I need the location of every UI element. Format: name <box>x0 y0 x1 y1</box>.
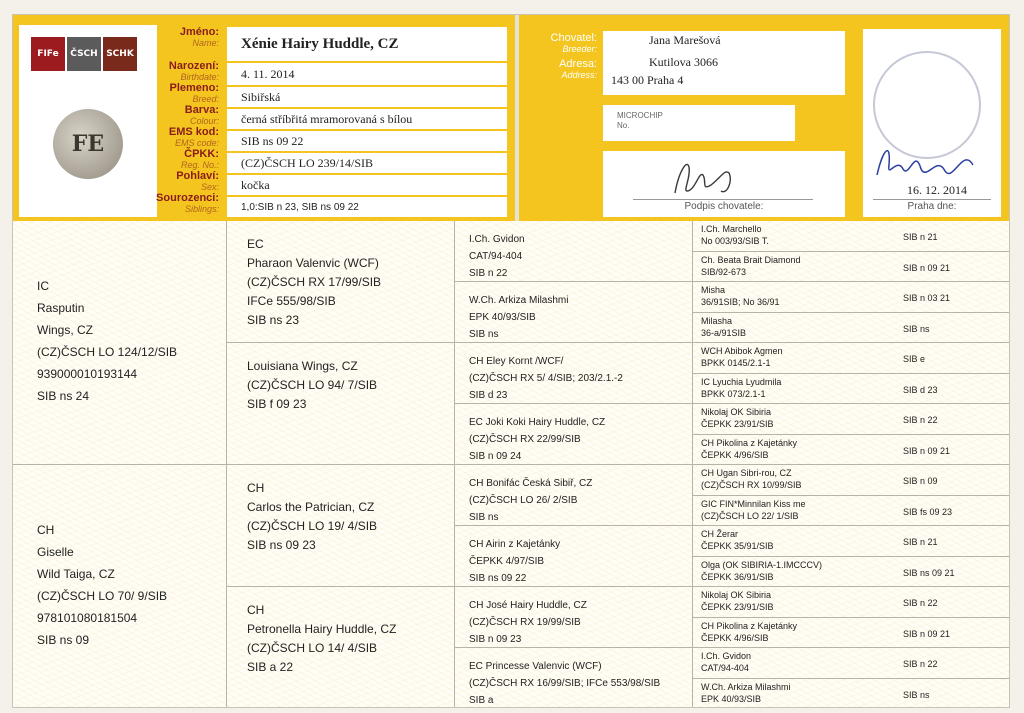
great-grandparent-cell-line: (CZ)ČSCH RX 22/99/SIB <box>469 434 581 445</box>
gen4-cell-line: EPK 40/93/SIB <box>701 693 762 704</box>
gen4-cell-line: ČEPKK 23/91/SIB <box>701 419 774 429</box>
gen4-cell-line: ČEPKK 4/96/SIB <box>701 449 769 460</box>
parent-cell-line: (CZ)ČSCH LO 70/ 9/SIB <box>37 589 168 603</box>
siblings-field: 1,0:SIB n 23, SIB ns 09 22 <box>227 197 507 217</box>
gen4-cell <box>693 343 1010 374</box>
breeder-label <box>517 33 597 55</box>
great-grandparent-cell-line: SIB d 23 <box>469 390 508 401</box>
gen4-cell-ems: SIB n 09 21 <box>903 628 951 639</box>
gen4-cell-line: 36-a/91SIB <box>701 327 747 338</box>
grandparent-cell-line: EC <box>247 237 264 251</box>
grandparent-cell-line: Louisiana Wings, CZ <box>247 359 358 373</box>
grandparent-cell-line: IFCe 555/98/SIB <box>247 294 336 308</box>
gen4-cell-ems: SIB ns <box>903 689 930 700</box>
pedigree-document <box>12 14 1010 708</box>
gen4-cell-line: (CZ)ČSCH LO 22/ 1/SIB <box>701 510 799 521</box>
great-grandparent-cell <box>455 404 693 465</box>
great-grandparent-cell-line: EC Joki Koki Hairy Huddle, CZ <box>469 417 606 428</box>
birthdate-field: 4. 11. 2014 <box>227 63 507 85</box>
gen4-cell-line: 36/91SIB; No 36/91 <box>701 297 780 307</box>
gen4-cell-line: Nikolaj OK Sibiria <box>701 590 772 600</box>
gen4-cell-line: ČEPKK 4/96/SIB <box>701 632 769 643</box>
gen4-cell-line: CH Pikolina z Kajetánky <box>701 620 798 631</box>
gen4-cell-ems: SIB d 23 <box>903 384 938 395</box>
sex-field: kočka <box>227 175 507 195</box>
embossed-seal: FE <box>53 109 123 179</box>
parent-cell-line: Wild Taiga, CZ <box>37 567 115 581</box>
gen4-cell <box>693 648 1010 679</box>
gen4-cell-line: I.Ch. Gvidon <box>701 651 752 661</box>
gen4-cell-line: Olga (OK SIBIRIA-1.IMCCCV) <box>701 559 823 570</box>
grandparent-cell-line: SIB ns 23 <box>247 313 300 327</box>
gen4-cell-line: CAT/94-404 <box>701 663 749 673</box>
grandparent-cell-line: SIB a 22 <box>247 660 294 674</box>
colour-label-en: Colour: <box>189 116 219 126</box>
breeder-signature-box <box>603 151 845 217</box>
siblings-label-cz: Sourozenci: <box>156 192 219 204</box>
gen4-cell-ems: SIB ns <box>903 323 930 334</box>
gen4-cell-line: Misha <box>701 285 726 295</box>
gen4-cell-ems: SIB ns 09 21 <box>903 567 955 578</box>
grandparent-cell-line: Petronella Hairy Huddle, CZ <box>247 622 397 636</box>
great-grandparent-cell-line: EC Princesse Valenvic (WCF) <box>469 661 602 672</box>
name-field: Xénie Hairy Huddle, CZ <box>227 27 507 61</box>
great-grandparent-cell-line: CH Airin z Kajetánky <box>469 539 561 550</box>
breeder-label-en: Breeder: <box>562 44 597 54</box>
parent-cell <box>13 221 227 465</box>
breeder-city: 143 00 Praha 4 <box>611 73 684 87</box>
gen4-cell <box>693 221 1010 252</box>
gen4-cell-line: WCH Abibok Agmen <box>701 346 783 356</box>
registry-stamp-box <box>863 29 1001 217</box>
siblings-label-en: Siblings: <box>184 204 219 214</box>
grandparent-cell <box>227 587 455 708</box>
gen4-cell-line: CH Ugan Sibri-rou, CZ <box>701 468 792 478</box>
reg-field: (CZ)ČSCH LO 239/14/SIB <box>227 153 507 173</box>
breed-label-en: Breed: <box>192 94 219 104</box>
great-grandparent-cell <box>455 526 693 587</box>
gen4-cell-line: I.Ch. Marchello <box>701 224 762 234</box>
siblings-label <box>139 193 219 215</box>
great-grandparent-cell-line: (CZ)ČSCH RX 5/ 4/SIB; 203/2.1.-2 <box>469 373 623 384</box>
microchip-label: MICROCHIP <box>617 111 663 120</box>
sex-label <box>139 171 219 193</box>
gen4-cell-ems: SIB n 22 <box>903 598 938 608</box>
reg-label-en: Reg. No.: <box>180 160 219 170</box>
name-label <box>139 27 219 49</box>
gen4-cell <box>693 404 1010 435</box>
grandparent-cell <box>227 343 455 465</box>
sex-label-cz: Pohlaví: <box>176 170 219 182</box>
colour-label-cz: Barva: <box>184 104 219 116</box>
reg-label-cz: ČPKK: <box>184 148 219 160</box>
breeder-signature <box>603 151 845 201</box>
great-grandparent-cell-line: I.Ch. Gvidon <box>469 234 525 245</box>
gen4-cell-line: ČEPKK 23/91/SIB <box>701 602 774 612</box>
signature-line <box>633 199 813 200</box>
stamp-date: 16. 12. 2014 <box>907 183 967 197</box>
parent-cell-line: SIB ns 24 <box>37 389 90 403</box>
name-label-en: Name: <box>192 38 219 48</box>
date-line <box>873 199 991 200</box>
signature-label: Podpis chovatele: <box>684 201 764 212</box>
gen4-cell-line: Ch. Beata Brait Diamond <box>701 254 801 265</box>
birthdate-label-cz: Narození: <box>168 60 219 72</box>
great-grandparent-cell-line: EPK 40/93/SIB <box>469 312 536 323</box>
parent-cell-line: (CZ)ČSCH LO 124/12/SIB <box>37 345 178 359</box>
great-grandparent-cell-line: CH Eley Kornt /WCF/ <box>469 356 564 367</box>
address-label-cz: Adresa: <box>559 58 597 70</box>
gen4-cell <box>693 252 1010 283</box>
gen4-cell-ems: SIB n 22 <box>903 659 938 669</box>
gen4-cell-ems: SIB n 09 21 <box>903 445 951 456</box>
gen4-cell-line: W.Ch. Arkiza Milashmi <box>701 681 791 692</box>
gen4-cell-line: CH Pikolina z Kajetánky <box>701 437 798 448</box>
gen4-cell-line: (CZ)ČSCH RX 10/99/SIB <box>701 480 802 490</box>
gen4-cell-line: No 003/93/SIB T. <box>701 236 769 246</box>
csch-logo: ČSCH <box>67 37 101 71</box>
great-grandparent-cell <box>455 465 693 526</box>
gen4-cell-ems: SIB n 22 <box>903 415 938 425</box>
gen4-cell-ems: SIB n 09 21 <box>903 262 951 273</box>
sex-label-en: Sex: <box>200 182 219 192</box>
grandparent-cell-line: (CZ)ČSCH LO 94/ 7/SIB <box>247 378 378 392</box>
logo-panel <box>19 25 157 217</box>
parent-cell-line: CH <box>37 523 55 537</box>
gen4-cell-ems: SIB n 09 <box>903 476 938 486</box>
breeder-box <box>603 31 845 95</box>
parent-cell-line: Wings, CZ <box>37 323 94 337</box>
gen4-cell-line: GIC FIN*Minnilan Kiss me <box>701 498 806 509</box>
great-grandparent-cell-line: CH José Hairy Huddle, CZ <box>469 600 587 611</box>
parent-cell-line: 978101080181504 <box>37 611 138 625</box>
grandparent-cell-line: (CZ)ČSCH LO 14/ 4/SIB <box>247 641 378 655</box>
great-grandparent-cell-line: SIB ns <box>469 329 499 340</box>
grandparent-cell-line: Pharaon Valenvic (WCF) <box>247 256 379 270</box>
parent-cell-line: Rasputin <box>37 301 85 315</box>
schk-logo: SCHK <box>103 37 137 71</box>
gen4-cell-line: ČEPKK 35/91/SIB <box>701 541 774 551</box>
grandparent-cell-line: CH <box>247 603 265 617</box>
ems-label <box>139 127 219 149</box>
breed-field: Sibiřská <box>227 87 507 107</box>
great-grandparent-cell-line: SIB n 09 23 <box>469 634 522 645</box>
gen4-cell <box>693 435 1010 466</box>
grandparent-cell-line: Carlos the Patrician, CZ <box>247 500 375 514</box>
parent-cell-line: IC <box>37 279 49 293</box>
great-grandparent-cell-line: SIB ns 09 22 <box>469 573 527 584</box>
address-label-en: Address: <box>561 70 597 80</box>
breed-label-cz: Plemeno: <box>169 82 219 94</box>
great-grandparent-cell-line: CAT/94-404 <box>469 251 523 262</box>
ems-label-en: EMS code: <box>174 138 219 148</box>
colour-field: černá stříbřitá mramorovaná s bílou <box>227 109 507 129</box>
gen4-cell <box>693 526 1010 557</box>
great-grandparent-cell <box>455 648 693 708</box>
gen4-cell <box>693 587 1010 618</box>
gen4-cell-line: IC Lyuchia Lyudmila <box>701 376 782 387</box>
ems-label-cz: EMS kod: <box>168 126 219 138</box>
gen4-cell-line: BPKK 073/2.1-1 <box>701 388 766 399</box>
grandparent-cell-line: SIB f 09 23 <box>247 397 307 411</box>
ems-field: SIB ns 09 22 <box>227 131 507 151</box>
gen4-cell-line: Nikolaj OK Sibiria <box>701 407 772 417</box>
gen4-cell <box>693 465 1010 496</box>
parent-cell <box>13 465 227 708</box>
gen4-cell-line: SIB/92-673 <box>701 266 747 277</box>
date-label: Praha dne: <box>907 201 957 212</box>
parent-cell-line: 939000010193144 <box>37 367 138 381</box>
great-grandparent-cell-line: SIB ns <box>469 512 499 523</box>
gen4-cell <box>693 618 1010 649</box>
grandparent-cell <box>227 465 455 587</box>
great-grandparent-cell-line: ČEPKK 4/97/SIB <box>469 556 545 567</box>
gen4-cell-ems: SIB n 21 <box>903 232 938 242</box>
gen4-cell <box>693 313 1010 344</box>
great-grandparent-cell-line: CH Bonifác Česká Sibiř, CZ <box>469 478 593 489</box>
parent-cell-line: Giselle <box>37 545 74 559</box>
breeder-street: Kutilova 3066 <box>649 55 718 69</box>
gen4-cell-line: CH Žerar <box>701 529 739 539</box>
great-grandparent-cell-line: (CZ)ČSCH RX 16/99/SIB; IFCe 553/98/SIB <box>469 678 661 689</box>
name-label-cz: Jméno: <box>179 26 219 38</box>
fife-logo: FIFe <box>31 37 65 71</box>
gen4-cell <box>693 557 1010 588</box>
great-grandparent-cell-line: (CZ)ČSCH RX 19/99/SIB <box>469 617 581 628</box>
grandparent-cell-line: (CZ)ČSCH RX 17/99/SIB <box>247 275 382 289</box>
great-grandparent-cell-line: SIB a <box>469 695 494 706</box>
gen4-cell <box>693 374 1010 405</box>
parent-cell-line: SIB ns 09 <box>37 633 90 647</box>
gen4-cell-line: Milasha <box>701 315 733 326</box>
grandparent-cell-line: (CZ)ČSCH LO 19/ 4/SIB <box>247 519 378 533</box>
certificate-header <box>13 15 1010 221</box>
great-grandparent-cell <box>455 343 693 404</box>
gen4-cell <box>693 679 1010 709</box>
great-grandparent-cell-line: (CZ)ČSCH LO 26/ 2/SIB <box>469 495 578 506</box>
gen4-cell-ems: SIB fs 09 23 <box>903 506 953 517</box>
pedigree-grid <box>13 221 1010 708</box>
grandparent-cell-line: SIB ns 09 23 <box>247 538 316 552</box>
breeder-label-cz: Chovatel: <box>550 32 597 44</box>
birthdate-label <box>139 61 219 83</box>
great-grandparent-cell <box>455 587 693 648</box>
grandparent-cell <box>227 221 455 343</box>
breeder-name: Jana Marešová <box>649 33 721 47</box>
gen4-cell-ems: SIB n 03 21 <box>903 293 951 303</box>
great-grandparent-cell <box>455 221 693 282</box>
breed-label <box>139 83 219 105</box>
gen4-cell-line: BPKK 0145/2.1-1 <box>701 358 771 368</box>
microchip-box <box>603 105 795 141</box>
address-label <box>517 59 597 81</box>
colour-label <box>139 105 219 127</box>
great-grandparent-cell <box>455 282 693 343</box>
gen4-cell-ems: SIB e <box>903 354 926 364</box>
great-grandparent-cell-line: SIB n 22 <box>469 268 508 279</box>
gen4-cell <box>693 282 1010 313</box>
gen4-cell-ems: SIB n 21 <box>903 537 938 547</box>
great-grandparent-cell-line: SIB n 09 24 <box>469 451 522 462</box>
microchip-no-label: No. <box>617 121 630 130</box>
reg-label <box>139 149 219 171</box>
grandparent-cell-line: CH <box>247 481 265 495</box>
gen4-cell <box>693 496 1010 527</box>
birthdate-label-en: Birthdate: <box>180 72 219 82</box>
association-logos <box>31 37 137 71</box>
gen4-cell-line: ČEPKK 36/91/SIB <box>701 571 774 582</box>
great-grandparent-cell-line: W.Ch. Arkiza Milashmi <box>469 295 569 306</box>
